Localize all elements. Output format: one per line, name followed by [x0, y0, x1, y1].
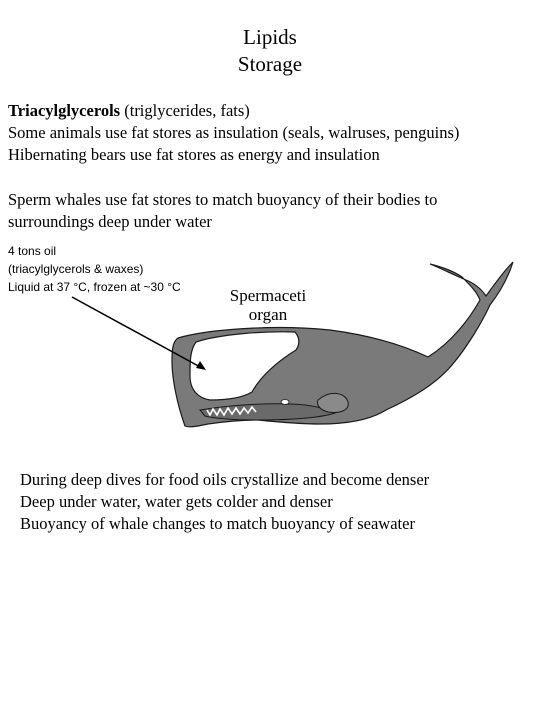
organ-label-line-1: Spermaceti	[229, 286, 307, 305]
annotation-line-3: Liquid at 37 °C, frozen at ~30 °C	[8, 280, 181, 294]
oil-annotation	[8, 242, 181, 296]
dive-line-2: Deep under water, water gets colder and denser	[20, 492, 333, 511]
intro-line-3: Hibernating bears use fat stores as energy and insulation	[8, 145, 380, 164]
annotation-line-1: 4 tons oil	[8, 244, 57, 258]
sperm-whale-line-1: Sperm whales use fat stores to match buoyancy of their bodies to	[8, 190, 438, 209]
title-line-1: Lipids	[243, 25, 297, 49]
dive-explanation	[20, 469, 536, 535]
intro-heading-rest: (triglycerides, fats)	[120, 101, 250, 120]
whale-eye	[281, 400, 289, 405]
intro-line-2: Some animals use fat stores as insulation (seals, walruses, penguins)	[8, 123, 460, 142]
intro-heading-bold: Triacylglycerols	[8, 101, 121, 120]
page-title	[0, 24, 540, 78]
intro-heading	[8, 100, 536, 122]
dive-line-3: Buoyancy of whale changes to match buoyancy of seawater	[20, 514, 415, 533]
sperm-whale-line-2: surroundings deep under water	[8, 212, 212, 231]
spermaceti-organ-label	[218, 286, 318, 324]
intro-paragraph	[8, 100, 536, 166]
title-line-2: Storage	[237, 52, 303, 76]
pointer-arrow	[72, 297, 202, 368]
dive-line-1: During deep dives for food oils crystallize and become denser	[20, 470, 430, 489]
annotation-line-2: (triacylglycerols & waxes)	[8, 262, 144, 276]
sperm-whale-paragraph	[8, 189, 536, 233]
organ-label-line-2: organ	[248, 305, 288, 324]
